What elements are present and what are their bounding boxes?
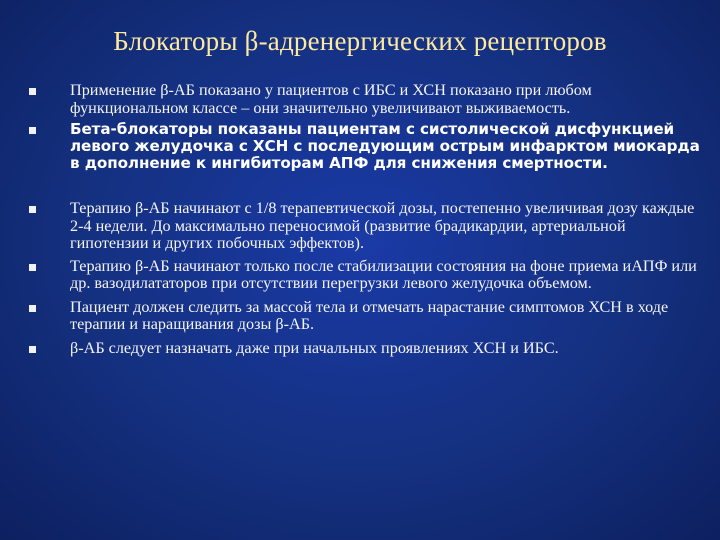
bullet-text: Применение β-АБ показано у пациентов с ИБС и ХСН показано при любом функциональном классе – они значительно увеличивают выживаемость. — [70, 81, 592, 117]
bullet-text: Терапию β-АБ начинают только после стабилизации состояния на фоне приема иАПФ или др. вазодилататоров при отсутствии перегрузки левого желудочка объемом. — [70, 256, 697, 292]
bullet-item — [24, 82, 704, 117]
bullet-text: Терапию β-АБ начинают с 1/8 терапевтической дозы, постепенно увеличивая дозу каждые 2-4 недели. До максимально переносимой (развитие брадикардии, артериальной гипотензии и других побочных эффектов). — [70, 199, 695, 252]
bullet-item — [24, 121, 704, 172]
bullet-list — [24, 82, 704, 357]
bullet-item — [24, 200, 704, 253]
square-bullet-icon — [29, 206, 36, 213]
bullet-item — [24, 299, 704, 334]
square-bullet-icon — [29, 127, 36, 134]
slide-title: Блокаторы β-адренергических рецепторов — [113, 26, 607, 56]
square-bullet-icon — [29, 346, 36, 353]
bullet-text: β-АБ следует назначать даже при начальных проявлениях ХСН и ИБС. — [70, 338, 559, 357]
bullet-text: Пациент должен следить за массой тела и отмечать нарастание симптомов ХСН в ходе терапии и наращивания дозы β-АБ. — [70, 297, 669, 333]
square-bullet-icon — [29, 305, 36, 312]
bullet-item — [24, 340, 704, 358]
bullet-text: Бета-блокаторы показаны пациентам с систолической дисфункцией левого желудочка с ХСН с последующим острым инфарктом миокарда в дополнение к ингибиторам АПФ для снижения смертности. — [70, 120, 700, 172]
bullet-item — [24, 258, 704, 293]
square-bullet-icon — [29, 88, 36, 95]
square-bullet-icon — [29, 264, 36, 271]
